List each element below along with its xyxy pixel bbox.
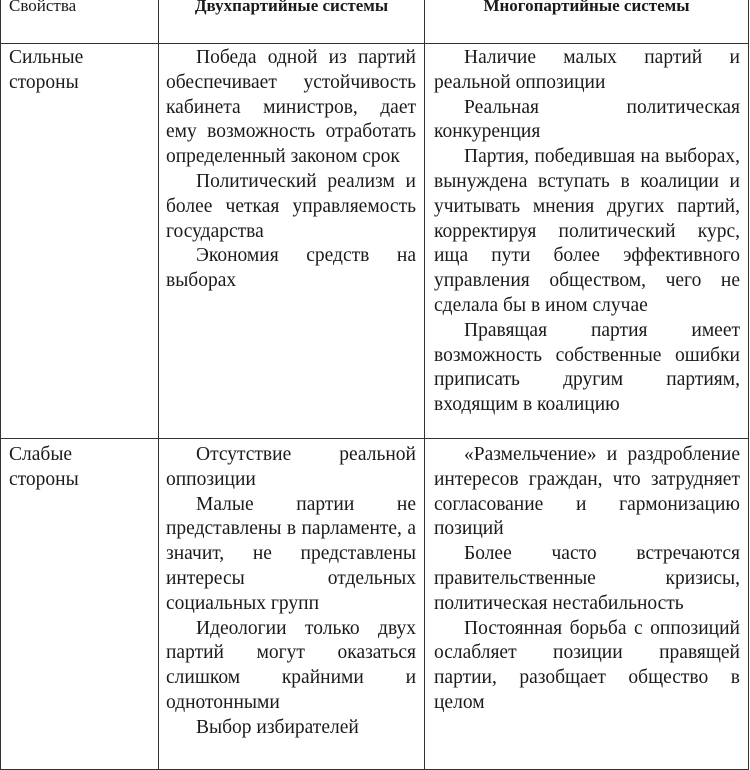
header-properties: Свойства xyxy=(1,0,159,44)
strengths-two-party-cell xyxy=(159,44,425,439)
cell-paragraph: Малые партии не представлены в парламенте, а значит, не представлены интересы отдельных социальных групп xyxy=(166,493,416,614)
table-row-strengths xyxy=(1,44,749,439)
header-multi-party: Многопартийные системы xyxy=(425,0,749,44)
cell-paragraph: Постоянная борьба с оппозиций ослабляет позиции правящей партии, разобщает общество в целом xyxy=(434,617,740,713)
cell-paragraph: Победа одной из партий обеспечивает устойчивость кабинета министров, дает ему возможность отработать определенный законом срок xyxy=(166,47,416,168)
cell-paragraph: «Размельчение» и раздробление интересов граждан, что затрудняет согласование и гармонизацию позиций xyxy=(434,444,740,540)
cell-paragraph: Идеологии только двух партий могут оказаться слишком крайними и однотонными xyxy=(166,617,416,713)
table-header-row xyxy=(1,0,749,44)
header-two-party: Двухпартийные системы xyxy=(159,0,425,44)
cell-paragraph: Выбор избирателей xyxy=(196,716,359,738)
label-line: Сильные xyxy=(9,47,84,68)
label-line: стороны xyxy=(9,71,79,93)
cell-paragraph: Более часто встречаются правительственные кризисы, политическая нестабильность xyxy=(434,543,740,614)
cell-paragraph: Правящая партия имеет возможность собственные ошибки приписать другим партиям, входящим в коалицию xyxy=(434,319,740,416)
cell-paragraph: Партия, победившая на выборах, вынуждена вступать в коалиции и учитывать мнения других партий, корректируя политический курс, ища пути более эффективного управления обществом, чего не сделала бы в ином случае xyxy=(434,146,740,316)
weaknesses-two-party-cell xyxy=(159,439,425,770)
table-row-weaknesses xyxy=(1,439,749,770)
cell-paragraph: Реальная политическая конкуренция xyxy=(434,96,740,143)
label-line: Слабые xyxy=(9,444,73,465)
cell-paragraph: Наличие малых партий и реальной оппозиции xyxy=(434,47,740,93)
label-line: стороны xyxy=(9,468,79,490)
cell-paragraph: Отсутствие реальной оппозиции xyxy=(166,444,416,490)
weaknesses-multi-party-cell xyxy=(425,439,749,770)
row-label-weaknesses xyxy=(1,439,159,770)
strengths-multi-party-cell xyxy=(425,44,749,439)
cell-paragraph: Экономия средств на выборах xyxy=(166,245,416,292)
cell-paragraph: Политический реализм и более четкая управляемость государства xyxy=(166,170,416,242)
row-label-strengths xyxy=(1,44,159,439)
